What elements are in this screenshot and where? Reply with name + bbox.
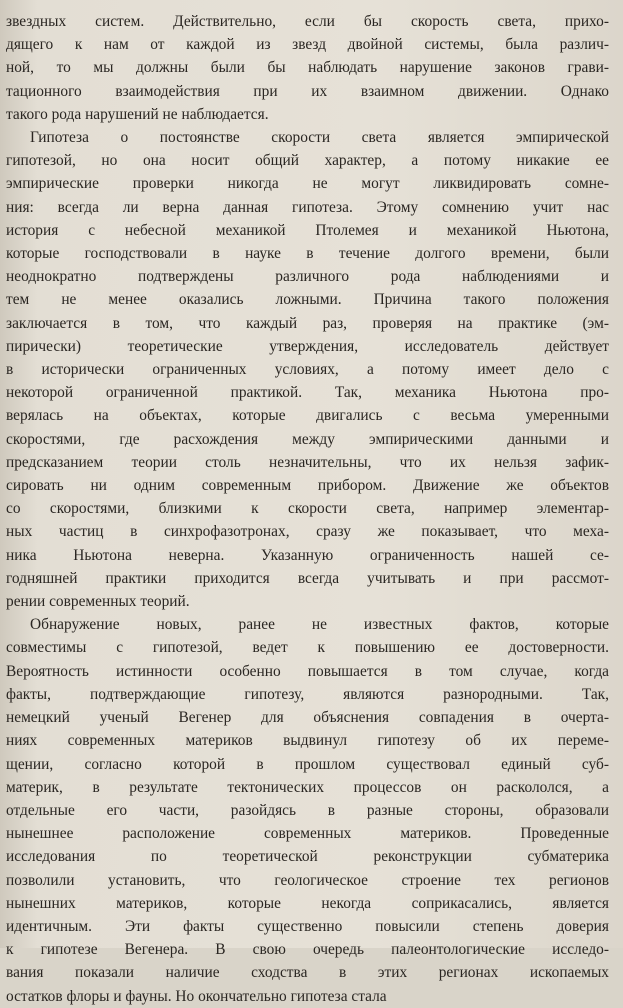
text-line: звездных систем. Действительно, если бы скорость света, прихо-	[6, 13, 609, 30]
text-line: гипотезой, но она носит общий характер, а потому никакие ее	[6, 152, 609, 170]
text-line: годняшней практики приходится всегда учитывать и при рассмот-	[6, 569, 609, 587]
text-line: позволили установить, что геологическое строение тех регионов	[6, 871, 609, 889]
text-line: рении современных теорий.	[6, 593, 190, 611]
text-line: факты, подтверждающие гипотезу, являются разнородными. Так,	[6, 685, 609, 703]
text-line: неоднократно подтверждены различного рода наблюдениями и	[6, 268, 609, 286]
text-line: немецкий ученый Вегенер для объяснения совпадения в очерта-	[6, 709, 609, 727]
text-line: Гипотеза о постоянстве скорости света является эмпирической	[30, 129, 609, 147]
text-line: пирически) теоретические утверждения, исследователь действует	[6, 337, 609, 355]
text-line: нынешнее расположение современных материков. Проведенные	[6, 825, 609, 843]
text-line: заключается в том, что каждый раз, проверяя на практике (эм-	[6, 314, 609, 332]
text-line: в исторически ограниченных условиях, а потому имеет дело с	[6, 361, 609, 379]
text-line: предсказанием теории столь незначительны, что их нельзя зафик-	[6, 453, 609, 471]
text-line: к гипотезе Вегенера. В свою очередь палеонтологические исследо-	[6, 941, 609, 959]
text-line: совместимы с гипотезой, ведет к повышению ее достоверности.	[6, 639, 609, 657]
text-line: сировать ни одним современным прибором. Движение же объектов	[6, 477, 609, 495]
page-text	[6, 10, 609, 1008]
text-line: тем не менее оказались ложными. Причина такого положения	[6, 291, 609, 309]
text-line: дящего к нам от каждой из звезд двойной системы, была различ-	[6, 36, 609, 54]
text-line: нынешних материков, которые некогда соприкасались, является	[6, 894, 609, 912]
text-line: которые господствовали в науке в течение долгого времени, были	[6, 245, 609, 263]
text-line: идентичным. Эти факты существенно повысили степень доверия	[6, 917, 609, 935]
text-line: ния: всегда ли верна данная гипотеза. Этому сомнению учит нас	[6, 198, 609, 216]
paragraph	[6, 613, 609, 1007]
text-line: Обнаружение новых, ранее не известных фактов, которые	[30, 616, 609, 634]
text-line: материк, в результате тектонических процессов он раскололся, а	[6, 778, 609, 796]
text-line: верялась на объектах, которые двигались с весьма умеренными	[6, 407, 609, 425]
text-line: со скоростями, близкими к скорости света, например элементар-	[6, 500, 609, 518]
paragraph	[6, 10, 609, 126]
text-line: такого рода нарушений не наблюдается.	[6, 105, 269, 123]
paragraph	[6, 126, 609, 613]
text-line: щении, согласно которой в прошлом существовал единый суб-	[6, 755, 609, 773]
text-line: некоторой ограниченной практикой. Так, механика Ньютона про-	[6, 384, 609, 402]
text-line: остатков флоры и фауны. Но окончательно гипотеза стала	[6, 987, 387, 1005]
text-line: ной, то мы должны были бы наблюдать нарушение законов грави-	[6, 59, 609, 77]
text-line: ных частиц в синхрофазотронах, сразу же показывает, что меха-	[6, 523, 609, 541]
text-line: исследования по теоретической реконструкции субматерика	[6, 848, 609, 866]
text-line: ника Ньютона неверна. Указанную ограниченность нашей се-	[6, 546, 609, 564]
text-line: отдельные его части, разойдясь в разные стороны, образовали	[6, 801, 609, 819]
text-line: Вероятность истинности особенно повышается в том случае, когда	[6, 662, 609, 680]
text-line: вания показали наличие сходства в этих регионах ископаемых	[6, 964, 609, 982]
text-line: история с небесной механикой Птолемея и механикой Ньютона,	[6, 221, 609, 239]
text-line: тационного взаимодействия при их взаимном движении. Однако	[6, 82, 609, 100]
text-line: эмпирические проверки никогда не могут ликвидировать сомне-	[6, 175, 609, 193]
text-line: скоростями, где расхождения между эмпирическими данными и	[6, 430, 609, 448]
text-line: ниях современных материков выдвинул гипотезу об их переме-	[6, 732, 609, 750]
